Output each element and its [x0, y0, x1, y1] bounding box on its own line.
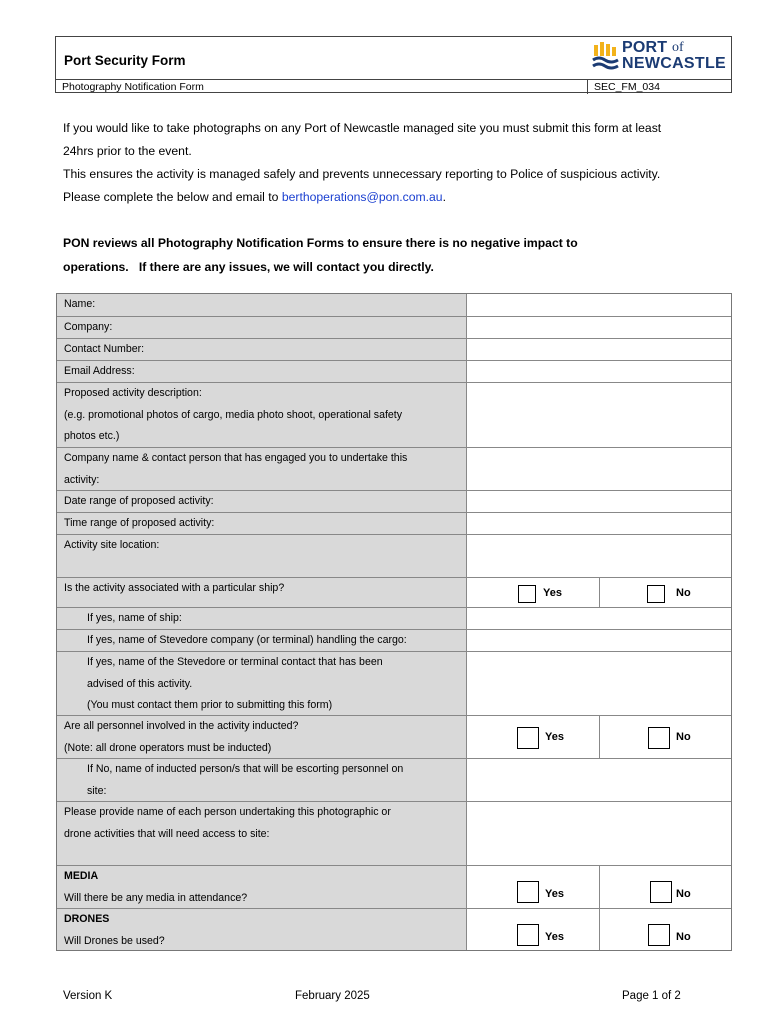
contact-number-field[interactable]: [467, 339, 731, 360]
logo-of-text: of: [672, 40, 684, 55]
persons-access-line-2: drone activities that will need access to site:: [64, 827, 270, 840]
escort-persons-label: [57, 759, 467, 801]
activity-description-field[interactable]: [467, 383, 731, 447]
engaging-company-line-2: activity:: [64, 473, 100, 486]
contact-number-label: Contact Number:: [57, 339, 467, 360]
row-escort-persons: [57, 758, 731, 801]
form-code: SEC_FM_034: [594, 81, 660, 93]
stevedore-contact-line-2: advised of this activity.: [87, 677, 193, 690]
stevedore-company-label: If yes, name of Stevedore company (or terminal) handling the cargo:: [57, 630, 467, 651]
inducted-yes-checkbox[interactable]: [517, 727, 539, 749]
column-divider: [599, 909, 600, 950]
intro-line-4-prefix: Please complete the below and email to: [63, 190, 282, 204]
ship-question-options: [467, 578, 731, 607]
stevedore-contact-line-1: If yes, name of the Stevedore or terminal contact that has been: [87, 656, 383, 668]
row-site-location: [57, 534, 731, 577]
ship-name-field[interactable]: [467, 608, 731, 629]
site-location-field[interactable]: [467, 535, 731, 577]
media-label: [57, 866, 467, 908]
inducted-question-line-2: (Note: all drone operators must be inducted): [64, 741, 272, 754]
row-email: [57, 360, 731, 382]
drones-yes-checkbox[interactable]: [517, 924, 539, 946]
column-divider: [599, 866, 600, 908]
row-date-range: [57, 490, 731, 512]
form-code-cell: [587, 80, 733, 94]
row-media: [57, 865, 731, 908]
ship-yes-checkbox[interactable]: [518, 585, 536, 603]
port-of-newcastle-logo: [592, 41, 732, 75]
ship-question-label: Is the activity associated with a particular ship?: [57, 578, 467, 607]
persons-access-field[interactable]: [467, 802, 731, 865]
name-field[interactable]: [467, 294, 731, 316]
ship-yes-label: Yes: [543, 587, 562, 599]
intro-line-4-suffix: .: [442, 190, 446, 204]
drones-options: [467, 909, 731, 950]
form-subtitle: Photography Notification Form: [62, 81, 204, 93]
intro-line-2: 24hrs prior to the event.: [63, 144, 192, 158]
form-title: Port Security Form: [64, 53, 186, 68]
drones-no-label: No: [676, 931, 691, 943]
row-stevedore-contact: [57, 651, 731, 715]
escort-persons-field[interactable]: [467, 759, 731, 801]
notification-form-table: [56, 293, 732, 951]
footer-version: Version K: [63, 990, 113, 1002]
form-header: [55, 36, 732, 93]
date-range-label: Date range of proposed activity:: [57, 491, 467, 512]
email-field[interactable]: [467, 361, 731, 382]
drones-heading: DRONES: [64, 913, 110, 925]
engaging-company-field[interactable]: [467, 448, 731, 490]
row-persons-access: [57, 801, 731, 865]
persons-access-label: [57, 802, 467, 865]
wave-logo-icon: [592, 41, 620, 73]
media-heading: MEDIA: [64, 870, 99, 882]
logo-newcastle-text: NEWCASTLE: [622, 55, 727, 72]
inducted-question-label: [57, 716, 467, 758]
activity-description-line-3: photos etc.): [64, 430, 120, 442]
row-ship-question: [57, 577, 731, 607]
inducted-yes-label: Yes: [545, 731, 564, 743]
escort-persons-line-2: site:: [87, 784, 107, 797]
footer-page-number: Page 1 of 2: [622, 990, 681, 1002]
row-activity-description: [57, 382, 731, 447]
row-contact-number: [57, 338, 731, 360]
activity-description-line-2: (e.g. promotional photos of cargo, media photo shoot, operational safety: [64, 408, 403, 421]
company-field[interactable]: [467, 317, 731, 338]
column-divider: [599, 716, 600, 758]
header-subtitle-row: [56, 79, 731, 94]
email-label: Email Address:: [57, 361, 467, 382]
time-range-field[interactable]: [467, 513, 731, 534]
row-inducted-question: [57, 715, 731, 758]
time-range-label: Time range of proposed activity:: [57, 513, 467, 534]
media-options: [467, 866, 731, 908]
stevedore-company-field[interactable]: [467, 630, 731, 651]
stevedore-contact-line-3: (You must contact them prior to submitting this form): [87, 699, 333, 711]
date-range-field[interactable]: [467, 491, 731, 512]
row-drones: [57, 908, 731, 950]
escort-persons-line-1: If No, name of inducted person/s that will be escorting personnel on: [87, 763, 404, 775]
intro-line-4: [63, 189, 446, 205]
row-company: [57, 316, 731, 338]
notice-line-2: operations. If there are any issues, we will contact you directly.: [63, 260, 434, 274]
row-time-range: [57, 512, 731, 534]
engaging-company-label: [57, 448, 467, 490]
media-question: Will there be any media in attendance?: [64, 891, 248, 904]
email-link[interactable]: berthoperations@pon.com.au: [281, 190, 443, 204]
row-stevedore-company: [57, 629, 731, 651]
drones-question: Will Drones be used?: [64, 934, 165, 947]
company-label: Company:: [57, 317, 467, 338]
inducted-question-line-1: Are all personnel involved in the activity inducted?: [64, 720, 299, 732]
activity-description-label: [57, 383, 467, 447]
notice-line-1: PON reviews all Photography Notification Forms to ensure there is no negative impact to: [63, 236, 578, 250]
intro-line-1: If you would like to take photographs on any Port of Newcastle managed site you must submit this form at least: [63, 121, 662, 135]
ship-name-label: If yes, name of ship:: [57, 608, 467, 629]
intro-line-3: This ensures the activity is managed safely and prevents unnecessary reporting to Police of suspicious activity.: [63, 167, 661, 181]
column-divider: [599, 578, 600, 607]
row-engaging-company: [57, 447, 731, 490]
media-yes-label: Yes: [545, 888, 564, 900]
engaging-company-line-1: Company name & contact person that has engaged you to undertake this: [64, 452, 408, 464]
drones-no-checkbox[interactable]: [648, 924, 670, 946]
site-location-label: Activity site location:: [57, 535, 467, 577]
inducted-no-label: No: [676, 731, 691, 743]
ship-no-label: No: [676, 587, 691, 599]
inducted-no-checkbox[interactable]: [648, 727, 670, 749]
media-yes-checkbox[interactable]: [517, 881, 539, 903]
inducted-question-options: [467, 716, 731, 758]
media-no-label: No: [676, 888, 691, 900]
drones-yes-label: Yes: [545, 931, 564, 943]
row-ship-name: [57, 607, 731, 629]
activity-description-line-1: Proposed activity description:: [64, 387, 202, 399]
drones-label: [57, 909, 467, 950]
stevedore-contact-label: [57, 652, 467, 715]
stevedore-contact-field[interactable]: [467, 652, 731, 715]
row-name: [57, 294, 731, 316]
logo-port-text: PORT: [622, 39, 668, 56]
name-label: Name:: [57, 294, 467, 316]
footer-date: February 2025: [295, 990, 370, 1002]
ship-no-checkbox[interactable]: [647, 585, 665, 603]
persons-access-line-1: Please provide name of each person undertaking this photographic or: [64, 806, 391, 818]
media-no-checkbox[interactable]: [650, 881, 672, 903]
